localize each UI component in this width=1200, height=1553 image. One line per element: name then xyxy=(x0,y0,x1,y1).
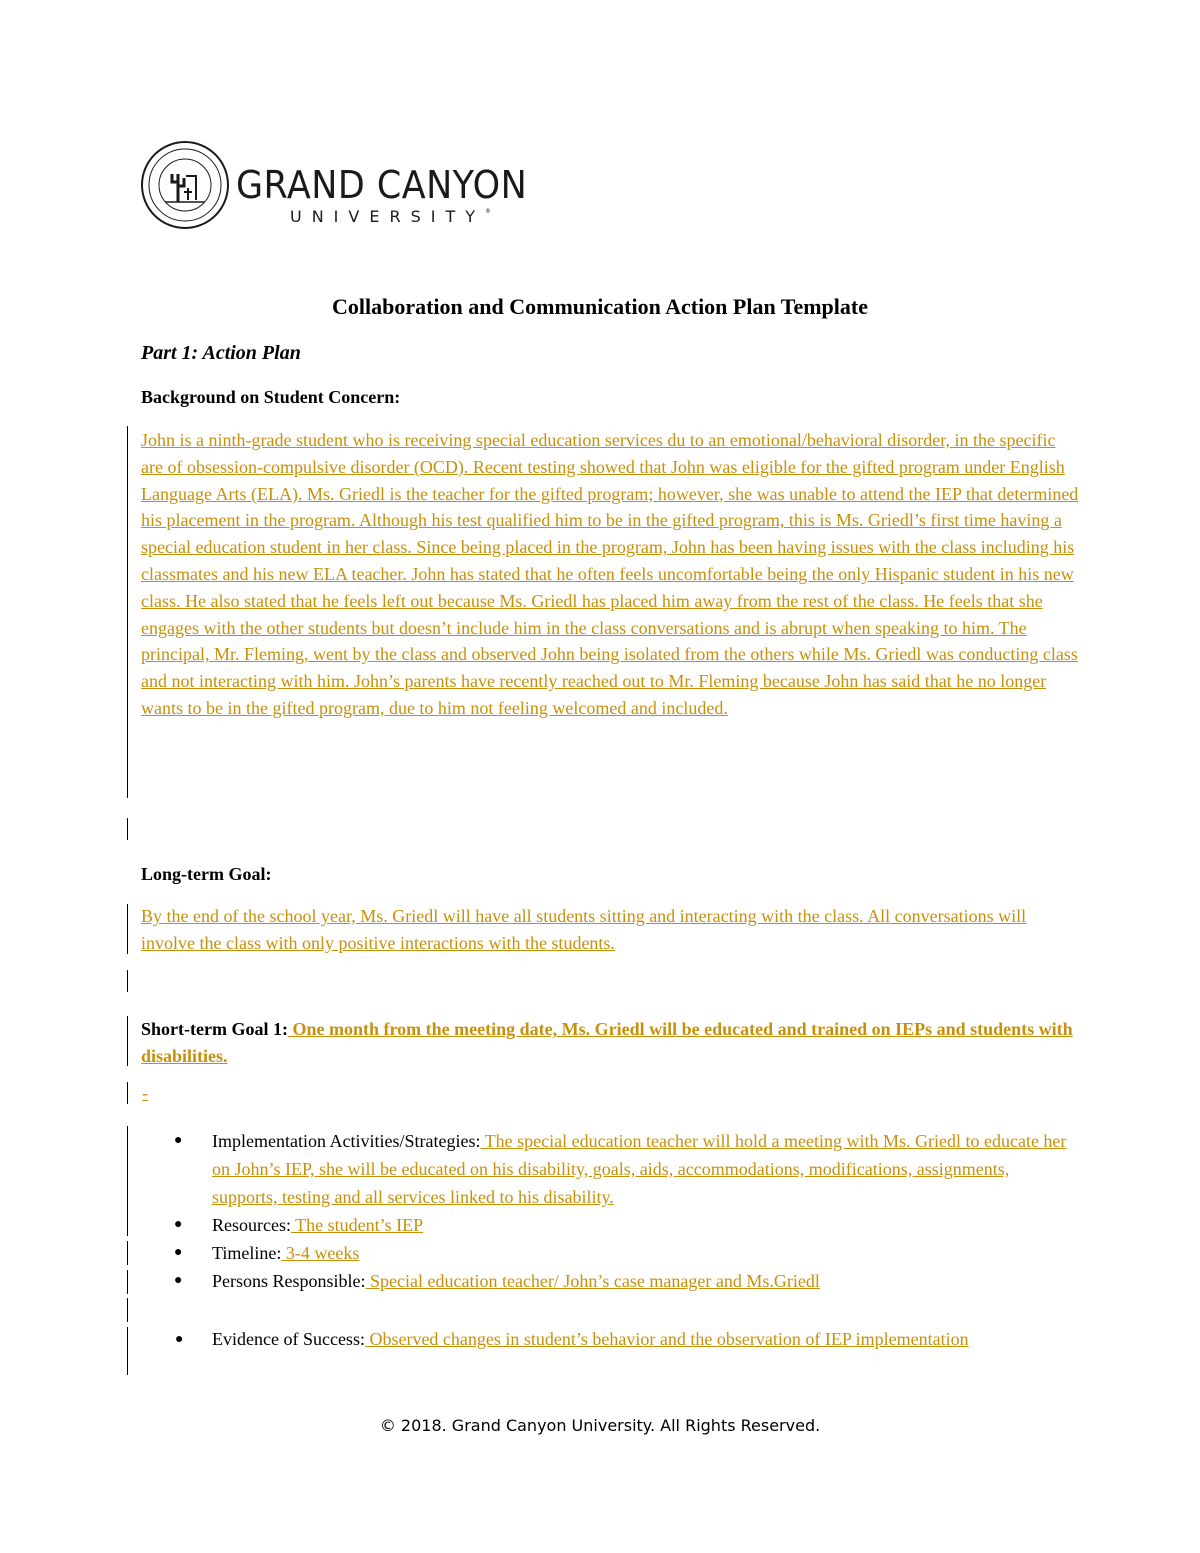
evidence-of-success: ● Evidence of Success: Observed changes in student’s behavior and the observation of IEP implementation xyxy=(141,1327,1081,1352)
change-bar xyxy=(127,904,128,954)
bullet-icon: ● xyxy=(174,1273,183,1288)
dash-marker: - xyxy=(142,1083,148,1103)
change-bar xyxy=(127,970,128,992)
logo-name-line1: GRAND CANYON xyxy=(236,163,528,207)
change-bar xyxy=(127,818,128,840)
copyright-footer: © 2018. Grand Canyon University. All Rights Reserved. xyxy=(379,1416,821,1435)
long-term-goal-label: Long-term Goal: xyxy=(141,864,272,884)
university-logo xyxy=(140,140,540,230)
background-text: John is a ninth-grade student who is receiving special education services du to an emotional/behavioral disorder, in the specific are of obsession-compulsive disorder (OCD). Recent testing showed that John was eligible for the gifted program under English Language Arts (ELA). Ms. Griedl is the teacher for the gifted program; however, she was unable to attend the IEP that determined his placement in the program. Although his test qualified him to be in the gifted program, this is Ms. Griedl’s first time having a special education student in her class. Since being placed in the program, John has been having issues with the class including his classmates and his new ELA teacher. John has stated that he often feels uncomfortable being the only Hispanic student in his new class. He also stated that he feels left out because Ms. Griedl has placed him away from the rest of the class. He feels that she engages with the other students but doesn’t include him in the class conversations and is abrupt when speaking to him. The principal, Mr. Fleming, went by the class and observed John being isolated from the others while Ms. Griedl was conducting class and not interacting with him. John’s parents have recently reached out to Mr. Fleming because John has said that he no longer wants to be in the gifted program, due to him not feeling welcomed and included. xyxy=(141,430,1079,718)
short-term-goal-1 xyxy=(141,1016,1081,1070)
change-bar xyxy=(127,1016,128,1066)
evidence-text: Observed changes in student’s behavior and the observation of IEP implementation xyxy=(364,1329,969,1349)
implementation-list xyxy=(170,1127,1070,1295)
change-bar xyxy=(127,1241,128,1265)
bullet-icon: ● xyxy=(174,1245,183,1260)
change-bar xyxy=(127,1082,128,1104)
change-bar xyxy=(127,1270,128,1294)
change-bar xyxy=(127,1298,128,1322)
change-bar xyxy=(127,1126,128,1236)
list-item: ● Persons Responsible: Special education teacher/ John’s case manager and Ms.Griedl xyxy=(170,1267,1070,1295)
university-seal-icon xyxy=(140,140,230,230)
background-label: Background on Student Concern: xyxy=(141,387,401,407)
bullet-icon: ● xyxy=(174,1133,183,1148)
change-bar xyxy=(127,1327,128,1375)
short-term-goal-1-label: Short-term Goal 1: xyxy=(141,1019,288,1039)
change-bar xyxy=(127,426,128,798)
long-term-goal-text: By the end of the school year, Ms. Griedl will have all students sitting and interacting with the class. All conversations will involve the class with only positive interactions with the students. xyxy=(141,906,1027,953)
bullet-icon: ● xyxy=(175,1332,184,1347)
part-heading: Part 1: Action Plan xyxy=(141,342,301,364)
document-title: Collaboration and Communication Action Plan Template xyxy=(331,294,868,319)
bullet-icon: ● xyxy=(174,1217,183,1232)
list-item: ● Timeline: 3-4 weeks xyxy=(170,1239,1070,1267)
list-item: ● Implementation Activities/Strategies: The special education teacher will hold a meeting with Ms. Griedl to educate her on John’s IEP, she will be educated on his disability, goals, aids, accommodations, modifications, assignments, supports, testing and all services linked to his disability. xyxy=(170,1127,1070,1211)
list-item: ● Resources: The student’s IEP xyxy=(170,1211,1070,1239)
short-term-goal-1-text: One month from the meeting date, Ms. Griedl will be educated and trained on IEPs and students with disabilities. xyxy=(141,1019,1073,1066)
logo-name-line2: UNIVERSITY® xyxy=(290,207,491,226)
